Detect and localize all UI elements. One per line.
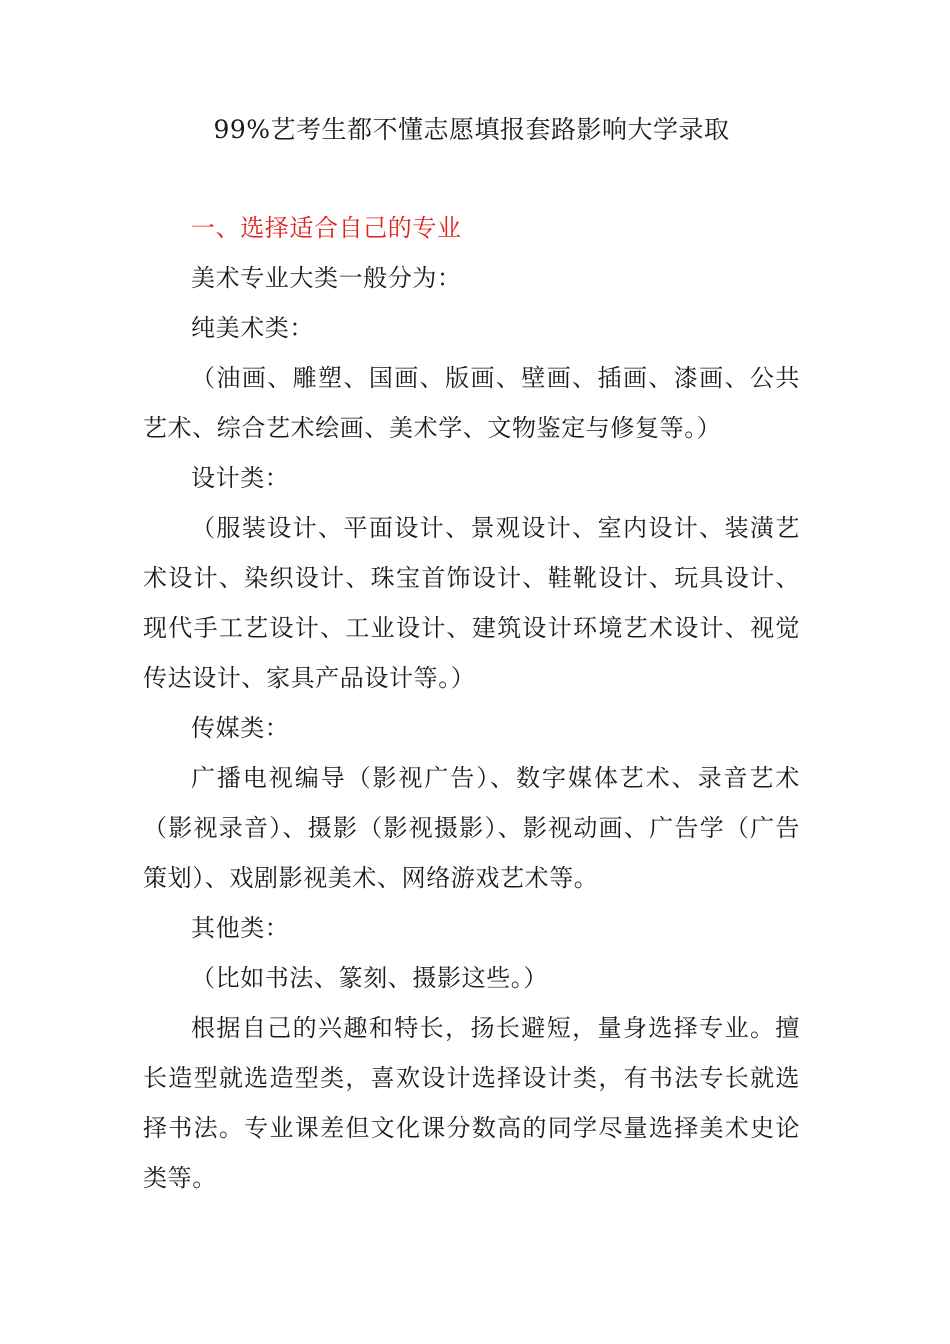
paragraph-media-list: 广播电视编导（影视广告）、数字媒体艺术、录音艺术（影视录音）、摄影（影视摄影）、影视动画、广告学（广告策划）、戏剧影视美术、网络游戏艺术等。 bbox=[143, 764, 800, 892]
paragraph-media-label: 传媒类： bbox=[191, 714, 290, 742]
document-body bbox=[143, 203, 800, 1203]
paragraph-design-label: 设计类： bbox=[191, 464, 290, 492]
paragraph-advice: 根据自己的兴趣和特长，扬长避短，量身选择专业。擅长造型就选造型类，喜欢设计选择设计类，有书法专长就选择书法。专业课差但文化课分数高的同学尽量选择美术史论类等。 bbox=[143, 1014, 800, 1192]
paragraph-other-label: 其他类： bbox=[191, 914, 290, 942]
paragraph-fine-art-label: 纯美术类： bbox=[191, 314, 314, 342]
paragraph-design-list: （服装设计、平面设计、景观设计、室内设计、装潢艺术设计、染织设计、珠宝首饰设计、鞋靴设计、玩具设计、现代手工艺设计、工业设计、建筑设计环境艺术设计、视觉传达设计、家具产品设计等。） bbox=[143, 514, 800, 692]
document-title: 99%艺考生都不懂志愿填报套路影响大学录取 bbox=[213, 115, 730, 144]
section-heading: 一、选择适合自己的专业 bbox=[191, 214, 462, 242]
paragraph-art-categories: 美术专业大类一般分为： bbox=[191, 264, 462, 292]
paragraph-other-list: （比如书法、篆刻、摄影这些。） bbox=[191, 964, 548, 992]
paragraph-fine-art-list: （油画、雕塑、国画、版画、壁画、插画、漆画、公共艺术、综合艺术绘画、美术学、文物鉴定与修复等。） bbox=[143, 364, 800, 442]
